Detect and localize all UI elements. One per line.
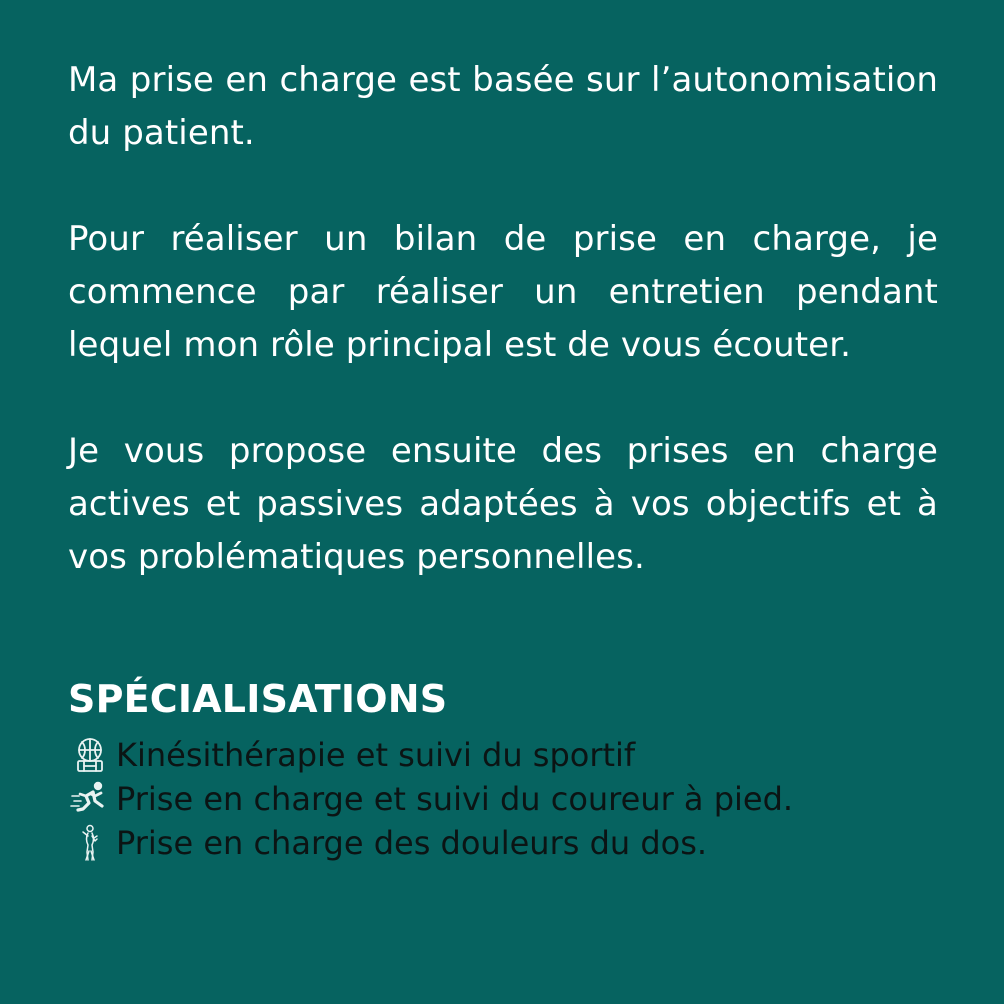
specialisation-label: Prise en charge et suivi du coureur à pied.	[116, 780, 794, 818]
specialisation-item-runner	[70, 777, 938, 821]
intro-paragraph-1: Ma prise en charge est basée sur l’autonomisation du patient.	[68, 60, 938, 153]
runner-icon	[70, 779, 110, 819]
sports-equipment-icon	[70, 735, 110, 775]
specialisation-label: Prise en charge des douleurs du dos.	[116, 824, 708, 862]
specialisation-item-back	[70, 821, 938, 865]
specialisations-title: SPÉCIALISATIONS	[68, 677, 448, 721]
intro-paragraph-3: Je vous propose ensuite des prises en charge actives et passives adaptées à vos objectifs et à vos problématiques personnelles.	[68, 431, 938, 577]
specialisation-label: Kinésithérapie et suivi du sportif	[116, 736, 636, 774]
back-pain-icon	[70, 823, 110, 863]
intro-section	[68, 54, 938, 584]
intro-paragraph-2: Pour réaliser un bilan de prise en charge, je commence par réaliser un entretien pendant lequel mon rôle principal est de vous écouter.	[68, 219, 938, 365]
specialisation-item-sport	[70, 733, 938, 777]
specialisations-list	[70, 733, 938, 865]
